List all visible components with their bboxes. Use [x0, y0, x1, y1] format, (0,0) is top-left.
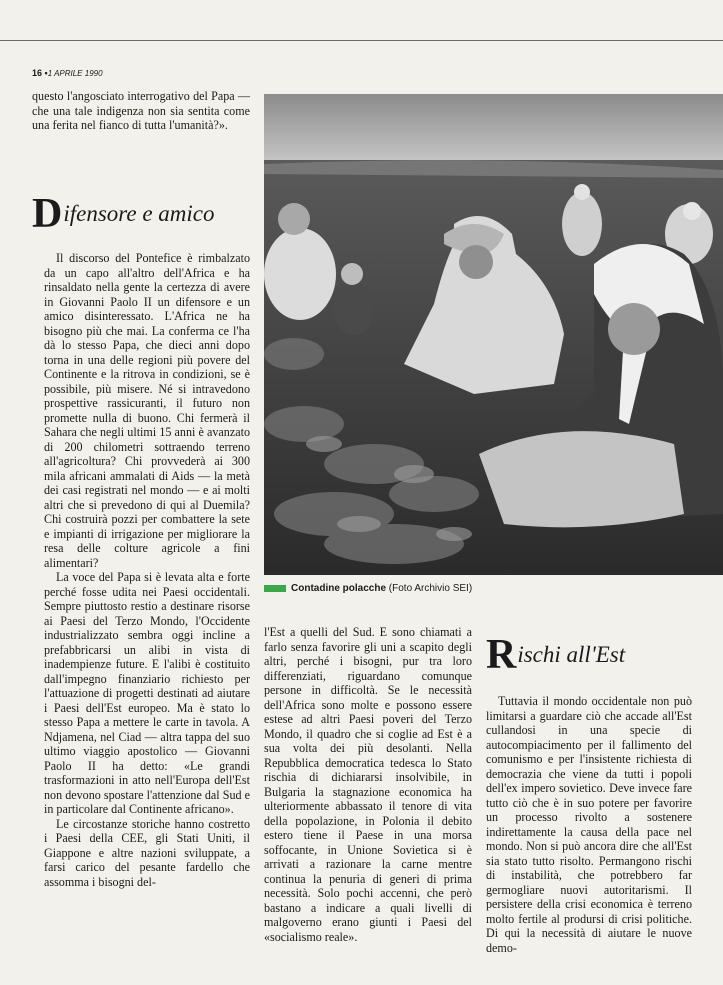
caption-credit: (Foto Archivio SEI) — [388, 583, 473, 594]
article-paragraph: l'Est a quelli del Sud. E sono chiamati a farlo senza favorire gli uni a scapito degli altri, perché i bisogni, pur tra loro differenziati, riguardano comunque persone in difficoltà. Se le necessità dell'Africa sono molte e possono essere estese ad altri Paesi poveri del Terzo Mondo, il quadro che si coglie ad Est è a sua volta dei più desolanti. Nella Repubblica democratica tedesca lo Stato rischia di dichiararsi insolvibile, in Bulgaria la stagnazione economica ha ulteriormente abbassato il tenore di vita della popolazione, in Polonia il debito estero tiene il Paese in una morsa soffocante, in Unione Sovietica si è arrivati a razionare la carne mentre continua la penuria di generi di prima necessità. Solo pochi accenni, che però bastano a indicare a quali livelli di malgoverno erano giunti i Paesi del «socialismo reale». — [264, 625, 472, 944]
photo-illustration — [264, 94, 723, 575]
page-number: 16 — [32, 68, 43, 78]
top-rule — [0, 40, 723, 41]
section-heading-rischi — [486, 632, 626, 678]
section-heading-initial: D — [32, 191, 63, 237]
article-paragraph: Tuttavia il mondo occidentale non può limitarsi a guardare ciò che accade all'Est cullandosi in una specie di autocompiacimento per il fallimento del comunismo e per l'insistente richiesta di democrazia che viene da tutti i popoli dell'ex impero sovietico. Deve invece fare tutto ciò che è in suo potere per favorire un processo rivolto a sostenere indirettamente la causa della pace nel mondo. Non si può ancora dire che all'Est sia stato tutto risolto. Permangono rischi di instabilità, che potrebbero far germogliare nuovi autoritarismi. Il persistere della crisi economica è terreno molto fertile al prodursi di crisi politiche. Di qui la necessità di aiutare le nuove demo- — [486, 694, 692, 955]
article-paragraph: Il discorso del Pontefice è rimbalzato da un capo all'altro dell'Africa e ha rinsaldato nella gente la certezza di avere in Giovanni Paolo II un difensore e un amico disinteressato. L'Africa ne ha bisogno più che mai. La conferma ce l'ha dà lo stesso Papa, che dieci anni dopo torna in una delle regioni più povere del Continente e la ritrova in condizioni, se è possibile, più misere. Né si intravedono prospettive rassicuranti, il futuro non promette nulla di buono. Chi fermerà il Sahara che negli ultimi 15 anni è avanzato di 200 chilometri sottraendo terreno all'agricoltura? Chi provvederà ai 300 mila africani ammalati di Aids — la metà dei casi registrati nel mondo — e ai molti altri che si prevedono di qui al Duemila? Chi costruirà pozzi per combattere la sete e impianti di irrigazione per migliorare la resa delle colture agricole a fini alimentari? — [44, 251, 250, 570]
middle-column-body — [264, 625, 472, 944]
field-workers-photo — [264, 94, 723, 575]
article-paragraph: Le circostanze storiche hanno costretto i Paesi della CEE, gli Stati Uniti, il Giappone e altre nazioni sviluppate, a farsi carico del pesante fardello che assomma i bisogni del- — [44, 816, 250, 889]
page-date: 1 APRILE 1990 — [47, 69, 103, 78]
section-heading-title: ischi all'Est — [517, 642, 626, 667]
caption-title: Contadine polacche — [291, 583, 387, 594]
right-column-body — [486, 694, 692, 955]
intro-paragraph: questo l'angosciato interrogativo del Papa — che una tale indigenza non sia sentita come una ferita nel fianco di tutta l'umanità?». — [32, 89, 250, 132]
intro-text-block — [32, 89, 250, 133]
section-heading-initial: R — [486, 632, 517, 678]
left-column-body — [44, 251, 250, 889]
photo-caption — [264, 583, 472, 594]
section-heading-title: ifensore e amico — [63, 201, 215, 226]
page-header: 16 •1 APRILE 1990 — [32, 68, 103, 78]
article-paragraph: La voce del Papa si è levata alta e forte perché fosse udita nei Paesi occidentali. Sempre piuttosto restio a destinare risorse ai Paesi del Terzo Mondo, l'Occidente industrializzato sembra oggi incline a prefabbricarsi un alibi in vista di inadempienze future. E l'alibi è costituito dall'impegno finanziario richiesto per l'attuazione di progetti destinati ad aiutare i Paesi dell'Est europeo. Ma è stato lo stesso Papa a mettere le carte in tavola. A Ndjamena, nel Ciad — altra tappa del suo ultimo viaggio apostolico — Giovanni Paolo II ha detto: «Le grandi trasformazioni in atto nell'Europa dell'Est non devono spostare l'attenzione dal Sud e in particolare dal Continente africano». — [44, 570, 250, 816]
caption-accent-bar — [264, 585, 286, 592]
section-heading-difensore — [32, 191, 215, 237]
